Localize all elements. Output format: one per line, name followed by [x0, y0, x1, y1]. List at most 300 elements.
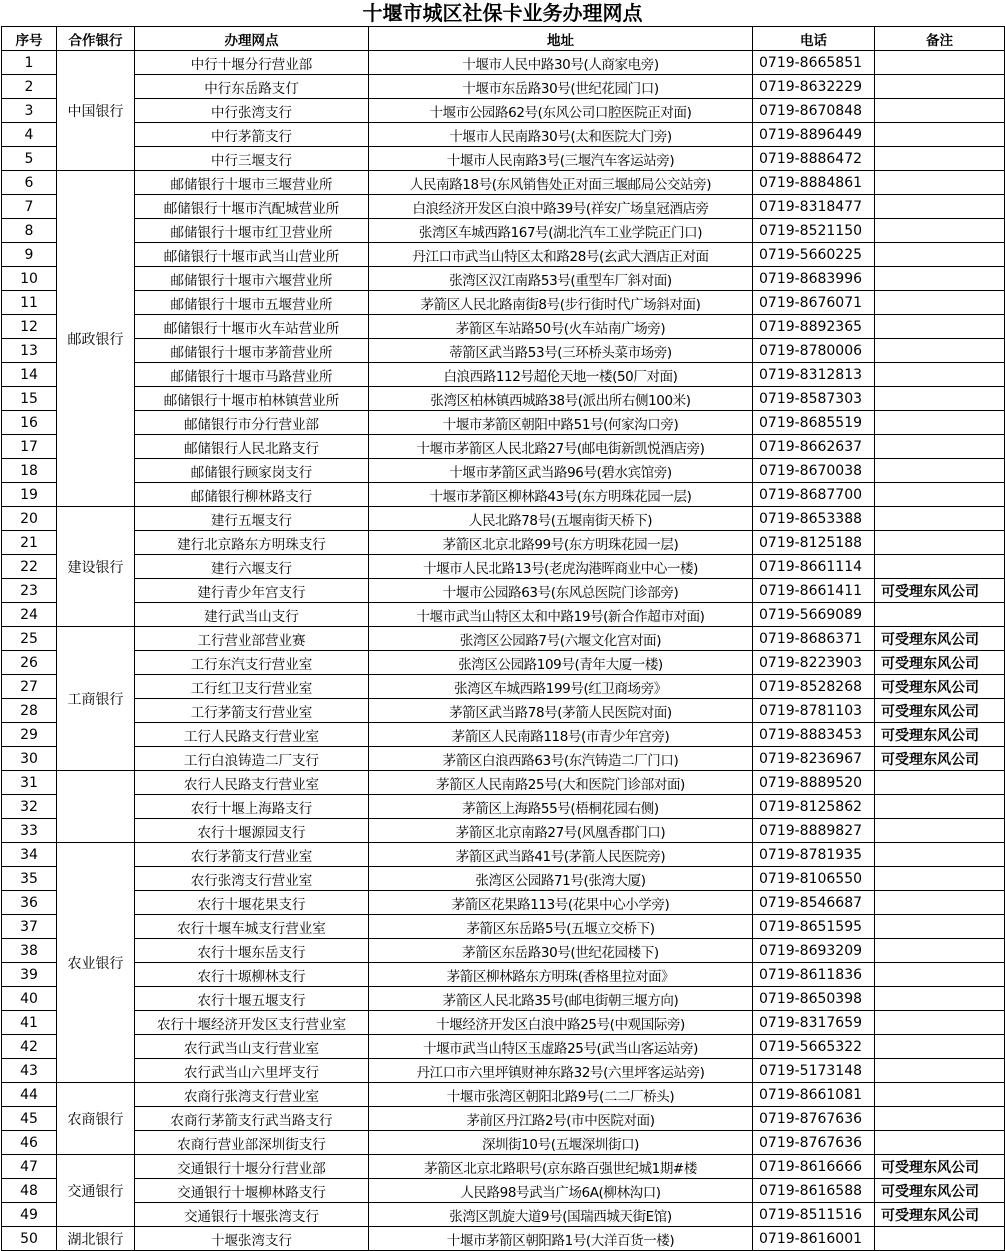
table-row	[2, 699, 1005, 723]
row-index: 11	[2, 291, 57, 315]
branch-phone: 0719-8767636	[753, 1107, 875, 1131]
branch-note	[875, 603, 1005, 627]
row-index: 36	[2, 891, 57, 915]
branch-phone: 0719-8889827	[753, 819, 875, 843]
branch-phone: 0719-8693209	[753, 939, 875, 963]
branch-note: 可受理东风公司	[875, 651, 1005, 675]
branch-phone: 0719-8616588	[753, 1179, 875, 1203]
branch-address: 茅箭区车站路50号(火车站南广场旁)	[369, 315, 753, 339]
branch-name: 邮储银行十堰市六堰营业所	[135, 267, 369, 291]
branch-phone: 0719-8632229	[753, 75, 875, 99]
table-row	[2, 843, 1005, 867]
branch-phone: 0719-8683996	[753, 267, 875, 291]
bank-name	[57, 771, 135, 843]
branch-note	[875, 1083, 1005, 1107]
branch-phone: 0719-5173148	[753, 1059, 875, 1083]
branch-phone: 0719-8665851	[753, 51, 875, 75]
branch-phone: 0719-8662637	[753, 435, 875, 459]
branch-address: 十堰市茅箭区柳林路43号(东方明珠花园一层)	[369, 483, 753, 507]
row-index: 20	[2, 507, 57, 531]
branch-phone: 0719-8616001	[753, 1227, 875, 1251]
branch-address: 茅箭区白浪西路63号(东汽铸造二厂门口)	[369, 747, 753, 771]
table-row	[2, 315, 1005, 339]
row-index: 12	[2, 315, 57, 339]
branch-name: 农行张湾支行营业室	[135, 867, 369, 891]
row-index: 27	[2, 675, 57, 699]
branch-phone: 0719-8661081	[753, 1083, 875, 1107]
branch-note	[875, 243, 1005, 267]
branch-note	[875, 555, 1005, 579]
branch-name: 农行十堰源园支行	[135, 819, 369, 843]
table-row	[2, 1227, 1005, 1251]
sheet-title: 十堰市城区社保卡业务办理网点	[362, 1, 643, 25]
branch-note: 可受理东风公司	[875, 699, 1005, 723]
branch-note	[875, 915, 1005, 939]
branch-address: 张湾区凯旋大道9号(国瑞西城天街E馆)	[369, 1203, 753, 1227]
table-row	[2, 867, 1005, 891]
table-row	[2, 363, 1005, 387]
table-row	[2, 435, 1005, 459]
row-index: 5	[2, 147, 57, 171]
branch-phone: 0719-8676071	[753, 291, 875, 315]
branch-note	[875, 267, 1005, 291]
bank-name: 农业银行	[57, 843, 135, 1083]
branch-name: 工行东汽支行营业室	[135, 651, 369, 675]
table-row	[2, 747, 1005, 771]
row-index: 33	[2, 819, 57, 843]
bank-name: 湖北银行	[57, 1227, 135, 1251]
branch-address: 丹江口市武当山特区太和路28号(玄武大酒店正对面	[369, 243, 753, 267]
branch-phone: 0719-8661114	[753, 555, 875, 579]
table-row	[2, 651, 1005, 675]
branch-address: 十堰经济开发区白浪中路25号(中观国际旁)	[369, 1011, 753, 1035]
branch-note	[875, 891, 1005, 915]
row-index: 28	[2, 699, 57, 723]
branch-name: 工行茅箭支行营业室	[135, 699, 369, 723]
branch-name: 邮储银行顾家岗支行	[135, 459, 369, 483]
branch-note	[875, 75, 1005, 99]
branch-phone: 0719-8780006	[753, 339, 875, 363]
branch-address: 十堰市武当山特区玉虚路25号(武当山客运站旁)	[369, 1035, 753, 1059]
table-row	[2, 1083, 1005, 1107]
branch-phone: 0719-8106550	[753, 867, 875, 891]
branch-address: 十堰市茅箭区朝阳路1号(大洋百货一楼)	[369, 1227, 753, 1251]
row-index: 31	[2, 771, 57, 795]
table-row	[2, 915, 1005, 939]
branch-note	[875, 147, 1005, 171]
bank-name: 交通银行	[57, 1155, 135, 1227]
branch-name: 邮储银行十堰市五堰营业所	[135, 291, 369, 315]
branch-note	[875, 483, 1005, 507]
branch-name: 十堰张湾支行	[135, 1227, 369, 1251]
row-index: 45	[2, 1107, 57, 1131]
bank-name: 建设银行	[57, 507, 135, 627]
branch-address: 茅箭区人民北路35号(邮电街朝三堰方向)	[369, 987, 753, 1011]
row-index: 16	[2, 411, 57, 435]
branch-name: 工行人民路支行营业室	[135, 723, 369, 747]
branch-phone: 0719-8521150	[753, 219, 875, 243]
row-index: 48	[2, 1179, 57, 1203]
header-note: 备注	[875, 27, 1005, 51]
table-row	[2, 219, 1005, 243]
branch-address: 茅箭区北京南路27号(风凰香郡门口)	[369, 819, 753, 843]
branch-address: 十堰市公园路62号(东风公司口腔医院正对面)	[369, 99, 753, 123]
branch-name: 建行五堰支行	[135, 507, 369, 531]
branch-address: 十堰市茅箭区武当路96号(碧水宾馆旁)	[369, 459, 753, 483]
branch-address: 茅箭区柳林路东方明珠(香格里拉对面》	[369, 963, 753, 987]
table-row	[2, 291, 1005, 315]
header-address: 地址	[369, 27, 753, 51]
branch-name: 农行十堰东岳支行	[135, 939, 369, 963]
branch-name: 邮储银行十堰市茅箭营业所	[135, 339, 369, 363]
table-row	[2, 1179, 1005, 1203]
branch-note	[875, 459, 1005, 483]
branch-note: 可受理东风公司	[875, 675, 1005, 699]
row-index: 38	[2, 939, 57, 963]
branch-note	[875, 867, 1005, 891]
row-index: 10	[2, 267, 57, 291]
branch-note	[875, 315, 1005, 339]
table-row	[2, 675, 1005, 699]
branch-phone: 0719-8511516	[753, 1203, 875, 1227]
branch-name: 农行武当山支行营业室	[135, 1035, 369, 1059]
branch-name: 农商行茅箭支行武当路支行	[135, 1107, 369, 1131]
branch-name: 邮储银行十堰市汽配城营业所	[135, 195, 369, 219]
branch-note	[875, 435, 1005, 459]
branch-name: 中行茅箭支行	[135, 123, 369, 147]
bank-name: 邮政银行	[57, 171, 135, 507]
branch-name: 工行白浪铸造二厂支行	[135, 747, 369, 771]
branch-note	[875, 963, 1005, 987]
branch-note: 可受理东风公司	[875, 1203, 1005, 1227]
table-row	[2, 795, 1005, 819]
table-row	[2, 963, 1005, 987]
branch-phone: 0719-5665322	[753, 1035, 875, 1059]
table-row	[2, 243, 1005, 267]
row-index: 39	[2, 963, 57, 987]
branch-address: 张湾区公园路7号(六堰文化宫对面)	[369, 627, 753, 651]
table-row	[2, 771, 1005, 795]
branch-name: 工行营业部营业赛	[135, 627, 369, 651]
row-index: 37	[2, 915, 57, 939]
table-row	[2, 459, 1005, 483]
branch-phone: 0719-8685519	[753, 411, 875, 435]
table-row	[2, 603, 1005, 627]
branch-name: 中行十堰分行营业部	[135, 51, 369, 75]
branch-note: 可受理东风公司	[875, 723, 1005, 747]
row-index: 2	[2, 75, 57, 99]
branch-phone: 0719-8670038	[753, 459, 875, 483]
branch-address: 十堰市茅箭区人民北路27号(邮电街新凯悦酒店旁)	[369, 435, 753, 459]
branch-address: 张湾区车城西路167号(湖北汽车工业学院正门口)	[369, 219, 753, 243]
row-index: 40	[2, 987, 57, 1011]
table-row	[2, 723, 1005, 747]
table-row	[2, 939, 1005, 963]
row-index: 32	[2, 795, 57, 819]
branch-note	[875, 387, 1005, 411]
row-index: 22	[2, 555, 57, 579]
branch-address: 蒂箭区武当路53号(三环桥头菜市场旁)	[369, 339, 753, 363]
table-row	[2, 267, 1005, 291]
branch-phone: 0719-8317659	[753, 1011, 875, 1035]
branch-name: 邮储银行十堰市火车站营业所	[135, 315, 369, 339]
row-index: 6	[2, 171, 57, 195]
branch-phone: 0719-8883453	[753, 723, 875, 747]
branch-phone: 0719-8884861	[753, 171, 875, 195]
branch-note	[875, 843, 1005, 867]
table-row	[2, 1059, 1005, 1083]
branch-phone: 0719-8670848	[753, 99, 875, 123]
branch-note	[875, 987, 1005, 1011]
branch-address: 十堰市人民北路13号(老虎沟港晖商业中心一楼)	[369, 555, 753, 579]
branch-name: 交通银行十堰柳林路支行	[135, 1179, 369, 1203]
branch-name: 中行东岳路支仃	[135, 75, 369, 99]
branch-table	[1, 26, 1005, 1251]
branch-name: 农行人民路支行营业室	[135, 771, 369, 795]
branch-phone: 0719-8587303	[753, 387, 875, 411]
bank-name: 中国银行	[57, 51, 135, 171]
branch-phone: 0719-8125188	[753, 531, 875, 555]
branch-phone: 0719-5669089	[753, 603, 875, 627]
branch-phone: 0719-8896449	[753, 123, 875, 147]
branch-name: 邮储银行十堰市柏林镇营业所	[135, 387, 369, 411]
branch-note	[875, 411, 1005, 435]
branch-phone: 0719-8650398	[753, 987, 875, 1011]
row-index: 50	[2, 1227, 57, 1251]
row-index: 8	[2, 219, 57, 243]
branch-address: 张湾区公园路109号(青年大厦一楼)	[369, 651, 753, 675]
branch-address: 茅箭区东岳路5号(五堰立交桥下)	[369, 915, 753, 939]
branch-note	[875, 1035, 1005, 1059]
row-index: 23	[2, 579, 57, 603]
branch-name: 农行武当山六里坪支行	[135, 1059, 369, 1083]
branch-note	[875, 1059, 1005, 1083]
row-index: 46	[2, 1131, 57, 1155]
row-index: 14	[2, 363, 57, 387]
branch-name: 农行十堰经济开发区支行营业室	[135, 1011, 369, 1035]
table-row	[2, 891, 1005, 915]
branch-name: 农行十堰车城支行营业室	[135, 915, 369, 939]
table-row	[2, 1107, 1005, 1131]
branch-note	[875, 51, 1005, 75]
table-row	[2, 1131, 1005, 1155]
table-row	[2, 51, 1005, 75]
row-index: 35	[2, 867, 57, 891]
branch-address: 白浪西路112号超伦天地一楼(50厂对面)	[369, 363, 753, 387]
row-index: 42	[2, 1035, 57, 1059]
branch-name: 工行红卫支行营业室	[135, 675, 369, 699]
branch-address: 茅箭区北京北路99号(东方明珠花园一层)	[369, 531, 753, 555]
branch-address: 十堰市张湾区朝阳北路9号(二二厂桥头)	[369, 1083, 753, 1107]
branch-note	[875, 531, 1005, 555]
branch-phone: 0719-8125862	[753, 795, 875, 819]
branch-note: 可受理东风公司	[875, 1179, 1005, 1203]
branch-phone: 0719-8767636	[753, 1131, 875, 1155]
branch-phone: 0719-8687700	[753, 483, 875, 507]
row-index: 30	[2, 747, 57, 771]
branch-note: 可受理东风公司	[875, 627, 1005, 651]
row-index: 17	[2, 435, 57, 459]
branch-phone: 0719-8886472	[753, 147, 875, 171]
branch-address: 茅箭区人民南路118号(市青少年宫旁)	[369, 723, 753, 747]
table-row	[2, 387, 1005, 411]
branch-address: 丹江口市六里坪镇财神东路32号(六里坪客运站旁)	[369, 1059, 753, 1083]
branch-name: 农行十塬柳林支行	[135, 963, 369, 987]
branch-name: 邮储银行十堰市马路营业所	[135, 363, 369, 387]
branch-note	[875, 771, 1005, 795]
branch-address: 茅箭区东岳路30号(世纪花园楼下)	[369, 939, 753, 963]
branch-address: 张湾区车城西路199号(红卫商场旁》	[369, 675, 753, 699]
branch-note: 可受理东风公司	[875, 747, 1005, 771]
table-row	[2, 1155, 1005, 1179]
branch-address: 茅箭区花果路113号(花果中心小学旁)	[369, 891, 753, 915]
branch-phone: 0719-8651595	[753, 915, 875, 939]
branch-note: 可受理东风公司	[875, 579, 1005, 603]
branch-address: 人民北路78号(五堰南街天桥下)	[369, 507, 753, 531]
branch-note	[875, 291, 1005, 315]
row-index: 21	[2, 531, 57, 555]
branch-address: 张湾区公园路71号(张湾大厦)	[369, 867, 753, 891]
branch-note	[875, 795, 1005, 819]
branch-note	[875, 99, 1005, 123]
table-row	[2, 507, 1005, 531]
branch-note	[875, 195, 1005, 219]
table-row	[2, 819, 1005, 843]
table-row	[2, 123, 1005, 147]
branch-note	[875, 1131, 1005, 1155]
branch-note	[875, 1107, 1005, 1131]
table-row	[2, 1035, 1005, 1059]
branch-address: 茅箭区武当路41号(茅箭人民医院旁)	[369, 843, 753, 867]
branch-name: 农行十堰上海路支行	[135, 795, 369, 819]
row-index: 49	[2, 1203, 57, 1227]
branch-name: 农商行营业部深圳街支行	[135, 1131, 369, 1155]
branch-address: 张湾区汉江南路53号(重型车厂斜对面)	[369, 267, 753, 291]
branch-name: 邮储银行十堰市三堰营业所	[135, 171, 369, 195]
row-index: 44	[2, 1083, 57, 1107]
row-index: 15	[2, 387, 57, 411]
row-index: 24	[2, 603, 57, 627]
branch-note	[875, 1011, 1005, 1035]
table-row	[2, 195, 1005, 219]
table-row	[2, 531, 1005, 555]
branch-name: 农行十堰花果支行	[135, 891, 369, 915]
branch-note	[875, 1227, 1005, 1251]
header-bank: 合作银行	[57, 27, 135, 51]
row-index: 4	[2, 123, 57, 147]
branch-name: 邮储银行市分行营业部	[135, 411, 369, 435]
table-row	[2, 339, 1005, 363]
header-index: 序号	[2, 27, 57, 51]
branch-note	[875, 339, 1005, 363]
table-body	[2, 51, 1005, 1251]
table-row	[2, 147, 1005, 171]
header-phone: 电话	[753, 27, 875, 51]
table-row	[2, 987, 1005, 1011]
branch-name: 邮储银行十堰市红卫营业所	[135, 219, 369, 243]
branch-phone: 0719-8318477	[753, 195, 875, 219]
row-index: 18	[2, 459, 57, 483]
branch-phone: 0719-8546687	[753, 891, 875, 915]
header-row	[2, 27, 1005, 51]
table-row	[2, 483, 1005, 507]
row-index: 1	[2, 51, 57, 75]
branch-phone: 0719-8223903	[753, 651, 875, 675]
branch-name: 交通银行十堰分行营业部	[135, 1155, 369, 1179]
row-index: 26	[2, 651, 57, 675]
branch-address: 人民路98号武当广场6A(柳林沟口)	[369, 1179, 753, 1203]
branch-address: 白浪经济开发区白浪中路39号(祥安广场皇冠酒店旁	[369, 195, 753, 219]
table-row	[2, 1011, 1005, 1035]
branch-phone: 0719-8616666	[753, 1155, 875, 1179]
branch-address: 十堰市东岳路30号(世纪花园门口)	[369, 75, 753, 99]
branch-name: 建行青少年宫支行	[135, 579, 369, 603]
table-row	[2, 627, 1005, 651]
branch-address: 张湾区柏林镇西城路38号(派出所右侧100米)	[369, 387, 753, 411]
branch-phone: 0719-8889520	[753, 771, 875, 795]
row-index: 47	[2, 1155, 57, 1179]
branch-name: 农行十堰五堰支行	[135, 987, 369, 1011]
branch-address: 茅箭区上海路55号(梧桐花园右侧)	[369, 795, 753, 819]
header-branch: 办理网点	[135, 27, 369, 51]
branch-name: 邮储银行人民北路支行	[135, 435, 369, 459]
row-index: 25	[2, 627, 57, 651]
branch-address: 十堰市人民南路3号(三堰汽车客运站旁)	[369, 147, 753, 171]
branch-name: 交通银行十堰张湾支行	[135, 1203, 369, 1227]
branch-note	[875, 219, 1005, 243]
branch-note	[875, 939, 1005, 963]
branch-address: 十堰市人民中路30号(人商家电旁)	[369, 51, 753, 75]
branch-note	[875, 507, 1005, 531]
row-index: 19	[2, 483, 57, 507]
branch-note	[875, 819, 1005, 843]
branch-address: 人民南路18号(东风销售处正对面三堰邮局公交站旁)	[369, 171, 753, 195]
branch-address: 茅箭区人民北路南街8号(步行街时代广场斜对面)	[369, 291, 753, 315]
branch-name: 农行茅箭支行营业室	[135, 843, 369, 867]
bank-name: 农商银行	[57, 1083, 135, 1155]
branch-address: 茅箭区人民南路25号(大和医院门诊部对面)	[369, 771, 753, 795]
row-index: 43	[2, 1059, 57, 1083]
branch-name: 中行三堰支行	[135, 147, 369, 171]
branch-name: 邮储银行十堰市武当山营业所	[135, 243, 369, 267]
branch-phone: 0719-8661411	[753, 579, 875, 603]
branch-phone: 0719-5660225	[753, 243, 875, 267]
branch-phone: 0719-8653388	[753, 507, 875, 531]
branch-address: 十堰市武当山特区太和中路19号(新合作超市对面)	[369, 603, 753, 627]
branch-phone: 0719-8312813	[753, 363, 875, 387]
branch-address: 十堰市茅箭区朝阳中路51号(何家沟口旁)	[369, 411, 753, 435]
row-index: 9	[2, 243, 57, 267]
branch-phone: 0719-8781935	[753, 843, 875, 867]
branch-note	[875, 363, 1005, 387]
branch-address: 十堰市人民南路30号(太和医院大门旁)	[369, 123, 753, 147]
table-row	[2, 75, 1005, 99]
branch-note: 可受理东风公司	[875, 1155, 1005, 1179]
row-index: 29	[2, 723, 57, 747]
bank-name: 工商银行	[57, 627, 135, 771]
branch-name: 中行张湾支行	[135, 99, 369, 123]
branch-note	[875, 123, 1005, 147]
row-index: 34	[2, 843, 57, 867]
row-index: 41	[2, 1011, 57, 1035]
row-index: 7	[2, 195, 57, 219]
branch-address: 茅箭区北京北路职号(京东路百强世纪城1期#楼	[369, 1155, 753, 1179]
branch-phone: 0719-8236967	[753, 747, 875, 771]
branch-name: 农商行张湾支行营业室	[135, 1083, 369, 1107]
branch-phone: 0719-8528268	[753, 675, 875, 699]
branch-address: 深圳街10号(五堰深圳街口)	[369, 1131, 753, 1155]
branch-address: 茅前区丹江路2号(市中医院对面)	[369, 1107, 753, 1131]
